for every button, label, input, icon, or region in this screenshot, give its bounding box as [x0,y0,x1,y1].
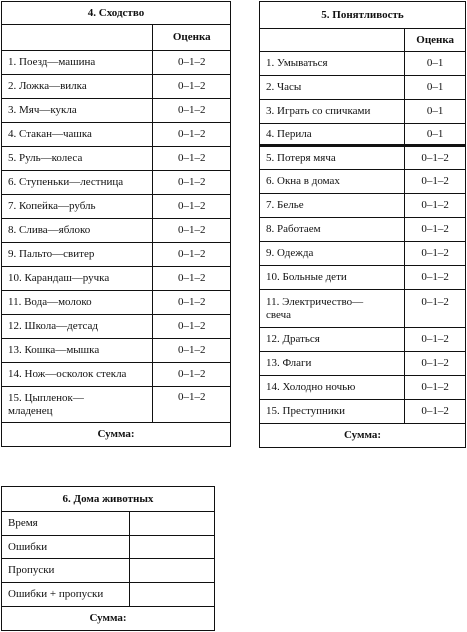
item-label: 1. Умываться [260,52,405,76]
score-cell: 0–1–2 [153,219,231,243]
score-cell: 0–1–2 [405,194,466,218]
score-cell: 0–1–2 [153,339,231,363]
score-cell: 0–1–2 [153,75,231,99]
item-label: 8. Работаем [260,218,405,242]
score-cell: 0–1–2 [153,99,231,123]
item-label: 2. Ложка—вилка [2,75,153,99]
score-cell: 0–1–2 [153,51,231,75]
item-label: 14. Нож—осколок стекла [2,363,153,387]
item-label: 10. Больные дети [260,266,405,290]
item-label: 4. Стакан—чашка [2,123,153,147]
item-label: 7. Белье [260,194,405,218]
header-empty-cell [2,25,153,51]
row-label-time: Время [2,512,130,536]
animal-houses-table [1,486,215,631]
animal-houses-title: 6. Дома животных [2,487,215,512]
row-label-errors-plus-omissions: Ошибки + пропуски [2,583,130,607]
item-label: 15. Цыпленок—младенец [2,387,153,423]
value-cell-time [129,512,215,536]
score-cell: 0–1–2 [153,171,231,195]
item-label: 11. Вода—молоко [2,291,153,315]
score-cell: 0–1–2 [405,266,466,290]
item-label: 6. Ступеньки—лестница [2,171,153,195]
score-header: Оценка [153,25,231,51]
score-cell: 0–1–2 [405,290,466,328]
similarity-table [1,1,231,447]
sum-label: Сумма: [2,423,231,447]
sum-label: Сумма: [2,607,215,631]
score-cell: 0–1–2 [153,267,231,291]
score-cell: 0–1–2 [153,243,231,267]
value-cell-errors [129,536,215,559]
header-empty-cell [260,29,405,52]
item-label: 12. Драться [260,328,405,352]
score-cell: 0–1–2 [405,242,466,266]
item-label: 11. Электричество—свеча [260,290,405,328]
score-cell: 0–1–2 [153,387,231,423]
comprehension-title: 5. Понятливость [260,2,466,29]
item-label: 8. Слива—яблоко [2,219,153,243]
item-label: 2. Часы [260,76,405,100]
item-label: 5. Руль—колеса [2,147,153,171]
score-cell: 0–1–2 [405,328,466,352]
score-cell: 0–1 [405,124,466,146]
item-label: 5. Потеря мяча [260,146,405,170]
item-label: 15. Преступники [260,400,405,424]
score-cell: 0–1–2 [153,363,231,387]
item-label: 10. Карандаш—ручка [2,267,153,291]
score-cell: 0–1–2 [153,147,231,171]
item-label: 6. Окна в домах [260,170,405,194]
item-label: 3. Играть со спичками [260,100,405,124]
score-header: Оценка [405,29,466,52]
row-label-errors: Ошибки [2,536,130,559]
item-label: 14. Холодно ночью [260,376,405,400]
item-label: 12. Школа—детсад [2,315,153,339]
value-cell-omissions [129,559,215,583]
score-cell: 0–1–2 [153,291,231,315]
score-cell: 0–1 [405,100,466,124]
score-cell: 0–1–2 [153,195,231,219]
value-cell-errors-plus-omissions [129,583,215,607]
score-cell: 0–1–2 [405,146,466,170]
item-label: 7. Копейка—рубль [2,195,153,219]
item-label: 13. Флаги [260,352,405,376]
score-cell: 0–1–2 [153,315,231,339]
item-label: 1. Поезд—машина [2,51,153,75]
score-cell: 0–1–2 [405,218,466,242]
comprehension-table [259,1,466,448]
item-label: 9. Пальто—свитер [2,243,153,267]
item-label: 4. Перила [260,124,405,146]
item-label: 3. Мяч—кукла [2,99,153,123]
score-cell: 0–1 [405,52,466,76]
score-cell: 0–1–2 [405,376,466,400]
score-cell: 0–1 [405,76,466,100]
similarity-title: 4. Сходство [2,2,231,25]
score-cell: 0–1–2 [405,400,466,424]
item-label: 9. Одежда [260,242,405,266]
item-label: 13. Кошка—мышка [2,339,153,363]
row-label-omissions: Пропуски [2,559,130,583]
score-cell: 0–1–2 [405,352,466,376]
score-cell: 0–1–2 [405,170,466,194]
sum-label: Сумма: [260,424,466,448]
score-cell: 0–1–2 [153,123,231,147]
